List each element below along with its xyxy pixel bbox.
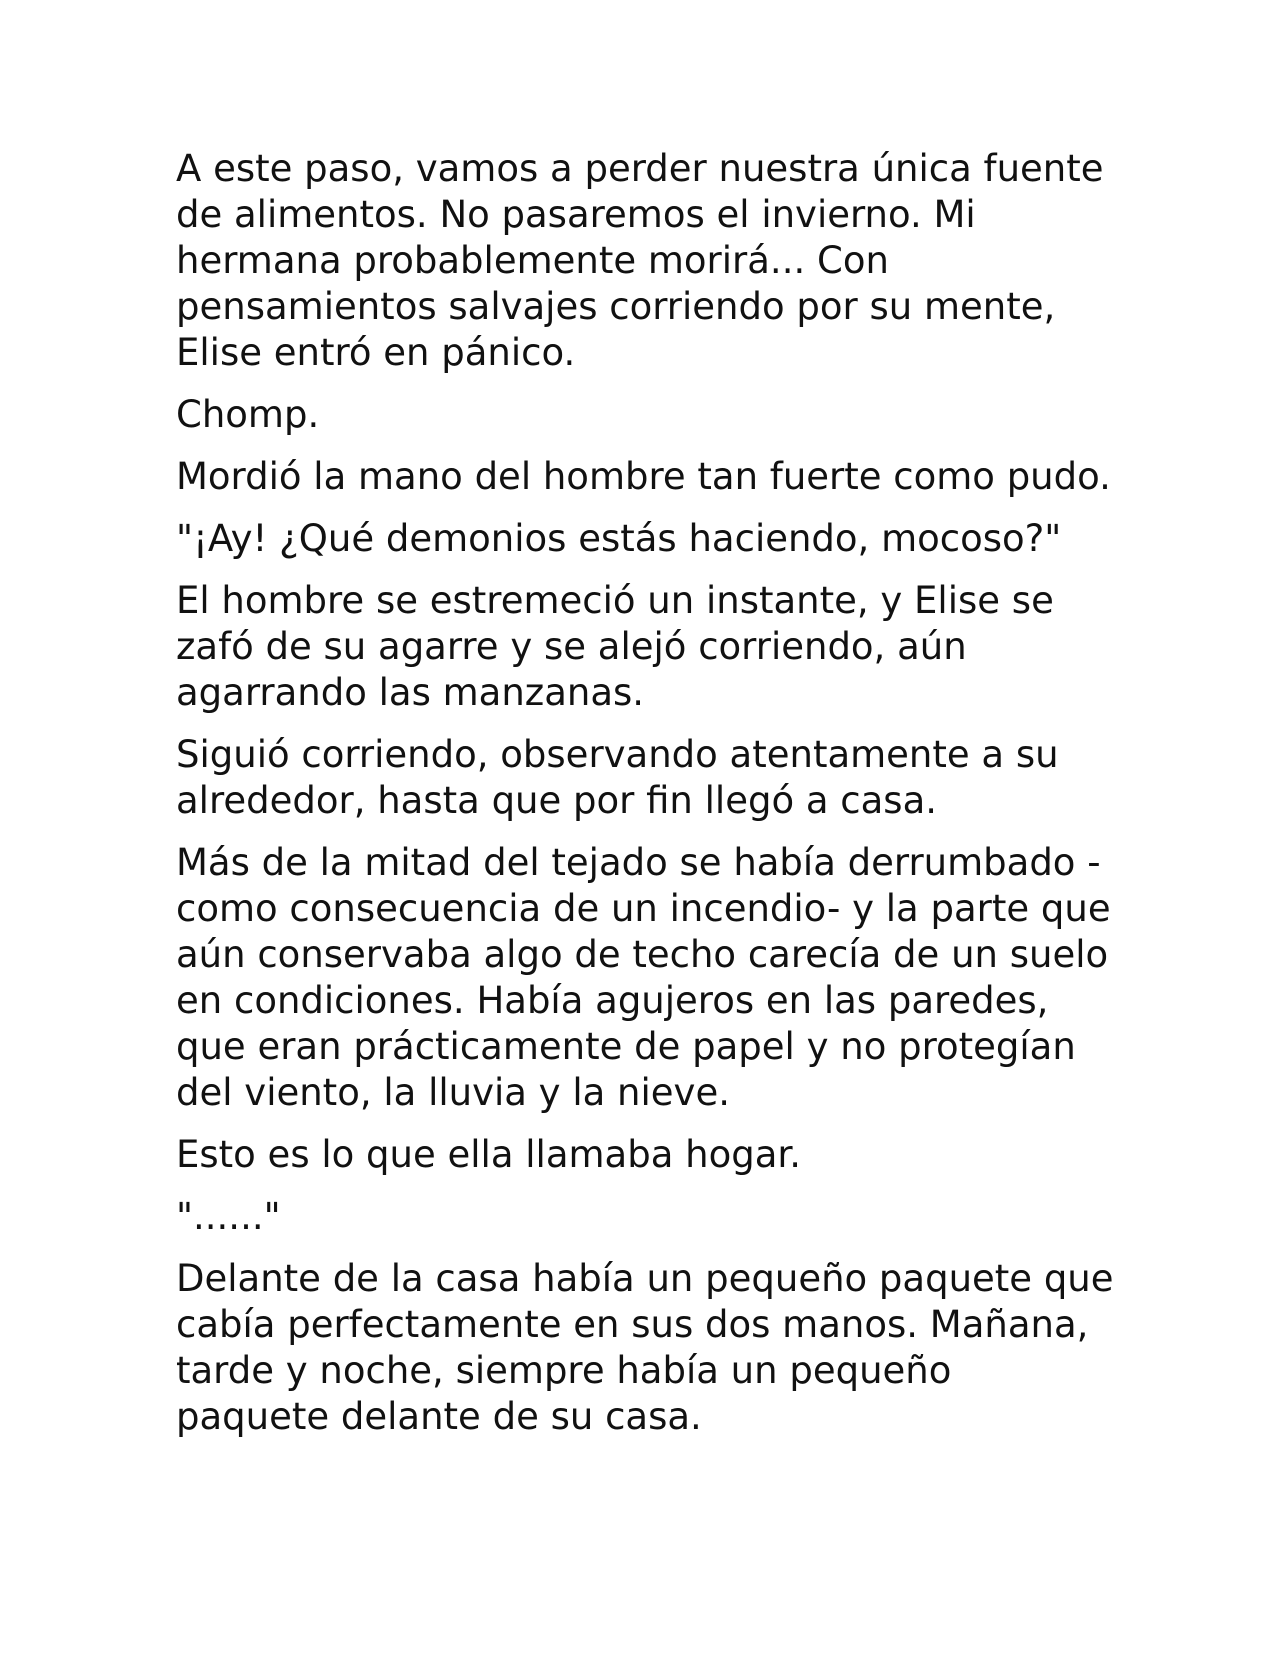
paragraph-2: Chomp. xyxy=(176,393,320,436)
paragraph-9: "......" xyxy=(176,1195,281,1238)
paragraph-8: Esto es lo que ella llamaba hogar. xyxy=(176,1133,801,1176)
paragraph-10: Delante de la casa había un pequeño paquete que cabía perfectamente en sus dos manos. Mañana, tarde y noche, siempre había un pequeño paquete delante de su casa. xyxy=(176,1257,1114,1438)
paragraph-4: "¡Ay! ¿Qué demonios estás haciendo, mocoso?" xyxy=(176,517,1062,560)
paragraph-3: Mordió la mano del hombre tan fuerte como pudo. xyxy=(176,455,1111,498)
paragraph-7: Más de la mitad del tejado se había derrumbado -como consecuencia de un incendio- y la parte que aún conservaba algo de techo carecía de un suelo en condiciones. Había agujeros en las paredes, que eran prácticamente de papel y no protegían del viento, la lluvia y la nieve. xyxy=(176,841,1111,1114)
document-page xyxy=(176,146,1116,1456)
paragraph-1: A este paso, vamos a perder nuestra única fuente de alimentos. No pasaremos el invierno. Mi hermana probablemente morirá... Con pensamientos salvajes corriendo por su mente, Elise entró en pánico. xyxy=(176,147,1104,374)
paragraph-6: Siguió corriendo, observando atentamente a su alrededor, hasta que por fin llegó a casa. xyxy=(176,733,1059,822)
paragraph-5: El hombre se estremeció un instante, y Elise se zafó de su agarre y se alejó corriendo, aún agarrando las manzanas. xyxy=(176,579,1054,714)
